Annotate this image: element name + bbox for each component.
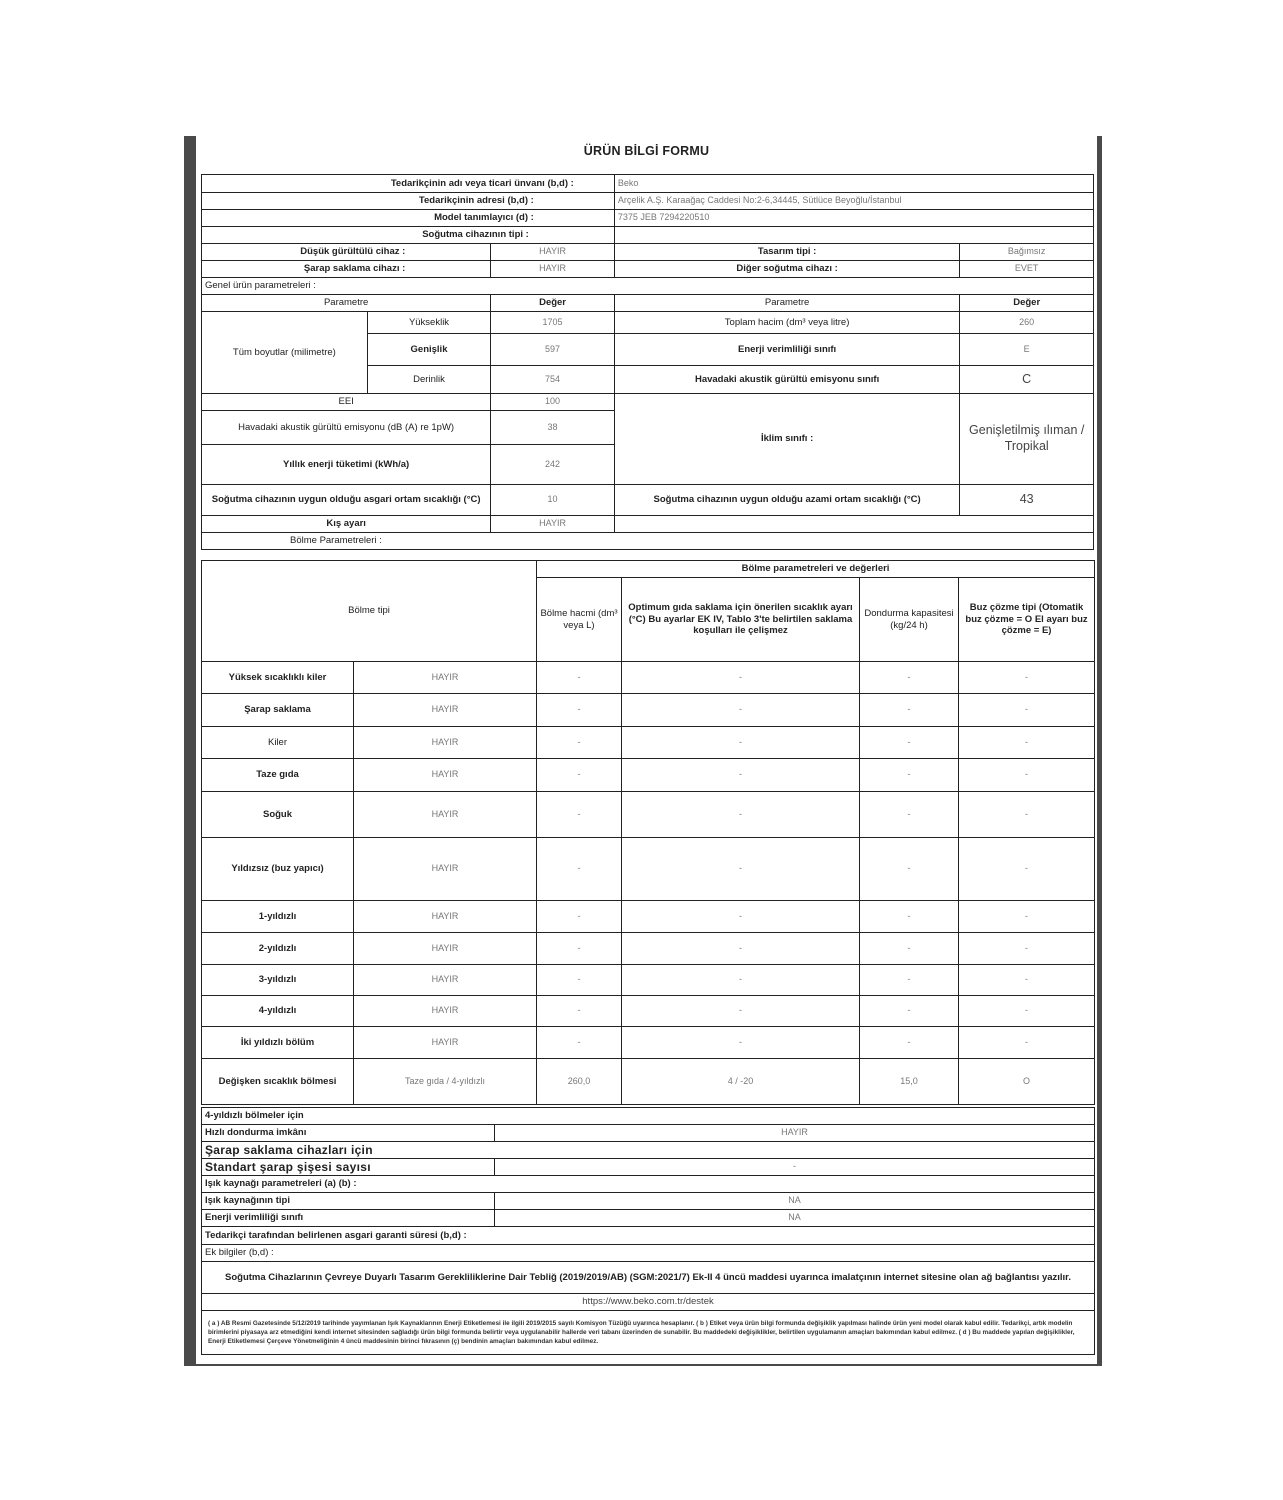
compartment-row [202,694,1095,727]
compartment-volume: - [537,965,622,996]
model-label: Model tanımlayıcı (d) : [202,210,615,227]
compartment-temp: - [622,1027,860,1059]
compartment-defrost: - [959,694,1095,727]
param-header-right: Parametre [614,295,960,312]
compartment-temp: - [622,933,860,965]
winter-row [202,516,1094,533]
supplier-name-label: Tedarikçinin adı veya ticari ünvanı (b,d) : [202,175,615,193]
product-info-sheet [184,136,1102,1366]
compartment-temp: - [622,694,860,727]
compartment-defrost: - [959,759,1095,792]
compartment-freeze: - [860,792,959,838]
general-params-table [201,174,1094,550]
compartment-name: 3-yıldızlı [202,965,354,996]
compartment-volume: - [537,933,622,965]
compartment-defrost: - [959,901,1095,933]
compartment-present: Taze gıda / 4-yıldızlı [354,1059,537,1105]
compartment-row [202,759,1095,792]
compartment-section-row [202,533,1094,550]
wine-cabinet-label: Şarap saklama cihazı : [202,261,491,278]
appliance-type-label: Soğutma cihazının tipi : [202,227,615,244]
compartment-freeze: - [860,727,959,759]
fast-freeze-value: HAYIR [495,1125,1095,1142]
compartment-defrost: - [959,1027,1095,1059]
compartment-freeze: - [860,933,959,965]
ambient-temp-row [202,485,1094,516]
wine-cabinet-value: HAYIR [491,261,615,278]
other-appliance-label: Diğer soğutma cihazı : [614,261,960,278]
freeze-header: Dondurma kapasitesi (kg/24 h) [860,578,959,662]
param-header-left: Parametre [202,295,491,312]
compartment-present: HAYIR [354,965,537,996]
total-volume-label: Toplam hacim (dm³ veya litre) [614,312,960,334]
noise-db-label: Havadaki akustik gürültü emisyonu (dB (A) re 1pW) [202,411,491,445]
compartment-freeze: - [860,1027,959,1059]
compartment-volume: - [537,759,622,792]
compartment-temp: - [622,759,860,792]
compartment-row [202,1059,1095,1105]
fast-freeze-row [202,1125,1095,1142]
compartment-name: Şarap saklama [202,694,354,727]
extra-info-label: Ek bilgiler (b,d) : [202,1245,1095,1262]
compartment-group-header: Bölme parametreleri ve değerleri [537,561,1095,578]
supplier-address-value: Arçelik A.Ş. Karaağaç Caddesi No:2-6,34445, Sütlüce Beyoğlu/İstanbul [614,193,1093,210]
compartment-freeze: - [860,694,959,727]
compartment-defrost: - [959,662,1095,694]
height-value: 1705 [491,312,615,334]
compartment-defrost: - [959,965,1095,996]
compartment-present: HAYIR [354,933,537,965]
light-type-value: NA [495,1193,1095,1210]
page-title: ÜRÜN BİLGİ FORMU [583,144,710,158]
compartments-table [201,560,1095,1105]
compartment-freeze: - [860,965,959,996]
compartment-defrost: - [959,727,1095,759]
compartment-name: Değişken sıcaklık bölmesi [202,1059,354,1105]
compartment-volume: - [537,838,622,901]
compartment-row [202,996,1095,1027]
other-appliance-value: EVET [960,261,1094,278]
compartment-temp: 4 / -20 [622,1059,860,1105]
depth-value: 754 [491,366,615,394]
temp-header: Optimum gıda saklama için önerilen sıcaklık ayarı (°C) Bu ayarlar EK IV, Tablo 3'te belirtilen saklama koşulları ile çelişmez [622,578,860,662]
light-energy-value: NA [495,1210,1095,1227]
compartment-defrost: - [959,996,1095,1027]
design-type-label: Tasarım tipi : [614,244,960,261]
model-value: 7375 JEB 7294220510 [614,210,1093,227]
annual-energy-label: Yıllık enerji tüketimi (kWh/a) [202,445,491,485]
defrost-header: Buz çözme tipi (Otomatik buz çözme = O El ayarı buz çözme = E) [959,578,1095,662]
website-link[interactable]: https://www.beko.com.tr/destek [202,1294,1095,1311]
footnote-text: ( a ) AB Resmi Gazetesinde 5/12/2019 tarihinde yayımlanan Işık Kaynaklarının Enerji Etiketlemesi ile ilgili 2019/2015 sayılı Komisyon Tüzüğü uyarınca hesaplanır. ( b ) Etiket veya ürün bilgi formunda değişiklik yapılması halinde ürün yeni model olarak kabul edilir. Tedarikçi, artık modelin birimlerini piyasaya arz etmediğini kendi internet sitesinden sağladığı ürün bilgi formunda belirtir veya uygulanabilir hallerde veri tabanı üzerinden de sunabilir. Bu maddedeki değişiklikler, belirtilen uygulamanın amaçları bakımından kabul edilmez. ( d ) Bu maddede yapılan değişiklikler, Enerji Etiketlemesi Çerçeve Yönetmeliğinin 4 üncü maddesinin birinci fıkrasının (ç) bendinin amaçları bakımından kabul edilmez. [202,1311,1095,1355]
wine-storage-section-label: Şarap saklama cihazları için [202,1142,1095,1159]
compartment-group-header-row [202,561,1095,578]
low-noise-row [202,244,1094,261]
winter-empty [614,516,1093,533]
general-header-row [202,295,1094,312]
regulation-row [202,1262,1095,1294]
compartment-type-header: Bölme tipi [202,561,537,662]
compartment-defrost: - [959,838,1095,901]
four-star-section-label: 4-yıldızlı bölmeler için [202,1108,1095,1125]
volume-header: Bölme hacmi (dm³ veya L) [537,578,622,662]
compartment-volume: - [537,727,622,759]
depth-label: Derinlik [367,366,491,394]
light-energy-row [202,1210,1095,1227]
warranty-label: Tedarikçi tarafından belirlenen asgari garanti süresi (b,d) : [202,1227,1095,1245]
max-temp-value: 43 [960,485,1094,516]
compartment-name: Kiler [202,727,354,759]
fast-freeze-label: Hızlı dondurma imkânı [202,1125,495,1142]
warranty-row [202,1227,1095,1245]
compartment-freeze: 15,0 [860,1059,959,1105]
compartment-volume: - [537,694,622,727]
total-volume-value: 260 [960,312,1094,334]
low-noise-label: Düşük gürültülü cihaz : [202,244,491,261]
compartment-temp: - [622,792,860,838]
compartment-present: HAYIR [354,759,537,792]
winter-value: HAYIR [491,516,615,533]
compartment-name: Taze gıda [202,759,354,792]
low-noise-value: HAYIR [491,244,615,261]
compartment-name: İki yıldızlı bölüm [202,1027,354,1059]
compartment-row [202,662,1095,694]
compartment-row [202,792,1095,838]
height-row [202,312,1094,334]
supplier-name-value: Beko [614,175,1093,193]
annual-energy-value: 242 [491,445,615,485]
compartment-defrost: O [959,1059,1095,1105]
value-header-right: Değer [960,295,1094,312]
supplier-address-row [202,193,1094,210]
compartment-defrost: - [959,792,1095,838]
compartment-name: Yüksek sıcaklıklı kiler [202,662,354,694]
compartment-volume: - [537,792,622,838]
supplier-name-row [202,175,1094,193]
supplier-address-label: Tedarikçinin adresi (b,d) : [202,193,615,210]
light-energy-label: Enerji verimliliği sınıfı [202,1210,495,1227]
compartment-row [202,727,1095,759]
energy-class-value: E [960,334,1094,366]
compartment-temp: - [622,901,860,933]
wine-bottles-row [202,1159,1095,1176]
compartment-row [202,901,1095,933]
eei-label: EEI [202,394,491,411]
width-value: 597 [491,334,615,366]
compartment-name: Soğuk [202,792,354,838]
light-section-row [202,1176,1095,1193]
wine-bottles-value: - [495,1159,1095,1176]
compartment-present: HAYIR [354,792,537,838]
compartment-row [202,1027,1095,1059]
general-section-label: Genel ürün parametreleri : [202,278,1094,295]
winter-label: Kış ayarı [202,516,491,533]
compartment-name: 4-yıldızlı [202,996,354,1027]
compartment-name: 2-yıldızlı [202,933,354,965]
compartment-volume: - [537,901,622,933]
compartment-freeze: - [860,996,959,1027]
eei-row [202,394,1094,411]
compartment-temp: - [622,662,860,694]
noise-class-value: C [960,366,1094,394]
climate-class-label: İklim sınıfı : [614,394,960,485]
compartment-row [202,965,1095,996]
energy-class-label: Enerji verimliliği sınıfı [614,334,960,366]
wine-cabinet-row [202,261,1094,278]
appliance-type-value [614,227,1093,244]
compartment-section-label: Bölme Parametreleri : [202,533,1094,550]
compartment-defrost: - [959,933,1095,965]
compartment-present: HAYIR [354,662,537,694]
compartment-temp: - [622,965,860,996]
height-label: Yükseklik [367,312,491,334]
width-label: Genişlik [367,334,491,366]
light-type-label: Işık kaynağının tipi [202,1193,495,1210]
light-section-label: Işık kaynağı parametreleri (a) (b) : [202,1176,1095,1193]
footnote-row [202,1311,1095,1355]
compartment-temp: - [622,727,860,759]
compartment-volume: - [537,662,622,694]
compartment-present: HAYIR [354,1027,537,1059]
additional-info-table [201,1107,1095,1355]
min-temp-value: 10 [491,485,615,516]
compartment-name: Yıldızsız (buz yapıcı) [202,838,354,901]
compartment-freeze: - [860,759,959,792]
noise-class-label: Havadaki akustik gürültü emisyonu sınıfı [614,366,960,394]
compartment-freeze: - [860,662,959,694]
extra-info-row [202,1245,1095,1262]
appliance-type-row [202,227,1094,244]
compartment-present: HAYIR [354,996,537,1027]
general-section-row [202,278,1094,295]
wine-bottles-label: Standart şarap şişesi sayısı [202,1159,495,1176]
compartment-volume: - [537,996,622,1027]
compartment-present: HAYIR [354,694,537,727]
compartment-temp: - [622,838,860,901]
light-type-row [202,1193,1095,1210]
compartment-present: HAYIR [354,727,537,759]
wine-storage-section-row [202,1142,1095,1159]
compartment-temp: - [622,996,860,1027]
compartment-name: 1-yıldızlı [202,901,354,933]
dimensions-label: Tüm boyutlar (milimetre) [202,312,368,394]
compartment-freeze: - [860,838,959,901]
eei-value: 100 [491,394,615,411]
compartment-rows [202,662,1095,1105]
design-type-value: Bağımsız [960,244,1094,261]
compartment-volume: 260,0 [537,1059,622,1105]
compartment-volume: - [537,1027,622,1059]
noise-db-value: 38 [491,411,615,445]
compartment-row [202,933,1095,965]
four-star-section-row [202,1108,1095,1125]
regulation-text: Soğutma Cihazlarının Çevreye Duyarlı Tasarım Gerekliliklerine Dair Tebliğ (2019/2019/AB) (SGM:2021/7) Ek-II 4 üncü maddesi uyarınca imalatçının internet sitesine olan ağ bağlantısı yazılır. [202,1262,1095,1294]
compartment-freeze: - [860,901,959,933]
value-header-left: Değer [491,295,615,312]
min-temp-label: Soğutma cihazının uygun olduğu asgari ortam sıcaklığı (°C) [202,485,491,516]
compartment-row [202,838,1095,901]
compartment-present: HAYIR [354,901,537,933]
climate-class-value: Genişletilmiş ılıman / Tropikal [960,394,1094,485]
website-row [202,1294,1095,1311]
compartment-present: HAYIR [354,838,537,901]
model-row [202,210,1094,227]
max-temp-label: Soğutma cihazının uygun olduğu azami ortam sıcaklığı (°C) [614,485,960,516]
